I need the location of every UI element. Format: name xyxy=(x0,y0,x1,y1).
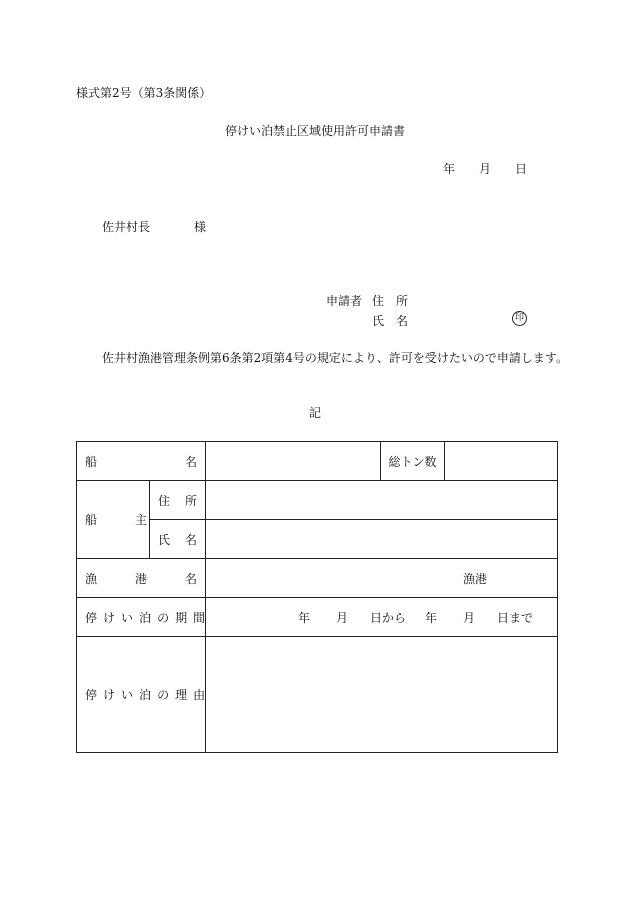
applicant-name-label: 氏 名 xyxy=(372,314,409,328)
gross-tonnage-field[interactable] xyxy=(445,442,558,481)
fishing-port-label: 漁 港 名 xyxy=(77,559,206,598)
date-line xyxy=(443,160,527,177)
owner-name-field[interactable] xyxy=(206,520,558,559)
application-table xyxy=(76,441,558,753)
owner-address-field[interactable] xyxy=(206,481,558,520)
ki-heading: 記 xyxy=(308,406,321,420)
ship-name-label: 船 名 xyxy=(77,442,206,481)
fishing-port-field[interactable] xyxy=(206,559,558,598)
fishing-port-suffix: 漁港 xyxy=(462,571,487,586)
applicant-block xyxy=(326,292,408,332)
addressee-name: 佐井村長 xyxy=(102,220,151,234)
period-field[interactable] xyxy=(206,598,558,637)
document-title: 停けい泊禁止区域使用許可申請書 xyxy=(224,124,405,138)
period-from-year: 年 xyxy=(298,610,311,625)
gross-tonnage-label: 総トン数 xyxy=(381,442,445,481)
date-year: 年 xyxy=(443,162,456,176)
owner-label: 船 主 xyxy=(77,481,150,559)
seal-mark: 印 xyxy=(512,311,527,326)
owner-name-label: 氏 名 xyxy=(150,520,206,559)
period-label: 停 け い 泊 の 期 間 xyxy=(77,598,206,637)
owner-address-label: 住 所 xyxy=(150,481,206,520)
ship-name-field[interactable] xyxy=(206,442,381,481)
reason-field[interactable] xyxy=(206,637,558,753)
period-to-year: 年 xyxy=(425,610,438,625)
period-from-day: 日から xyxy=(370,610,407,625)
addressee xyxy=(102,218,206,235)
application-statement: 佐井村漁港管理条例第6条第2項第4号の規定により、許可を受けたいので申請します。 xyxy=(102,351,568,365)
date-month: 月 xyxy=(479,162,492,176)
period-to-month: 月 xyxy=(463,610,476,625)
addressee-honorific: 様 xyxy=(194,220,207,234)
reason-label: 停 け い 泊 の 理 由 xyxy=(77,637,206,753)
form-number: 様式第2号（第3条関係） xyxy=(76,86,212,100)
date-day: 日 xyxy=(515,162,528,176)
applicant-label: 申請者 xyxy=(326,294,363,308)
applicant-address-label: 住 所 xyxy=(372,294,409,308)
period-from-month: 月 xyxy=(336,610,349,625)
period-to-day: 日まで xyxy=(497,610,534,625)
